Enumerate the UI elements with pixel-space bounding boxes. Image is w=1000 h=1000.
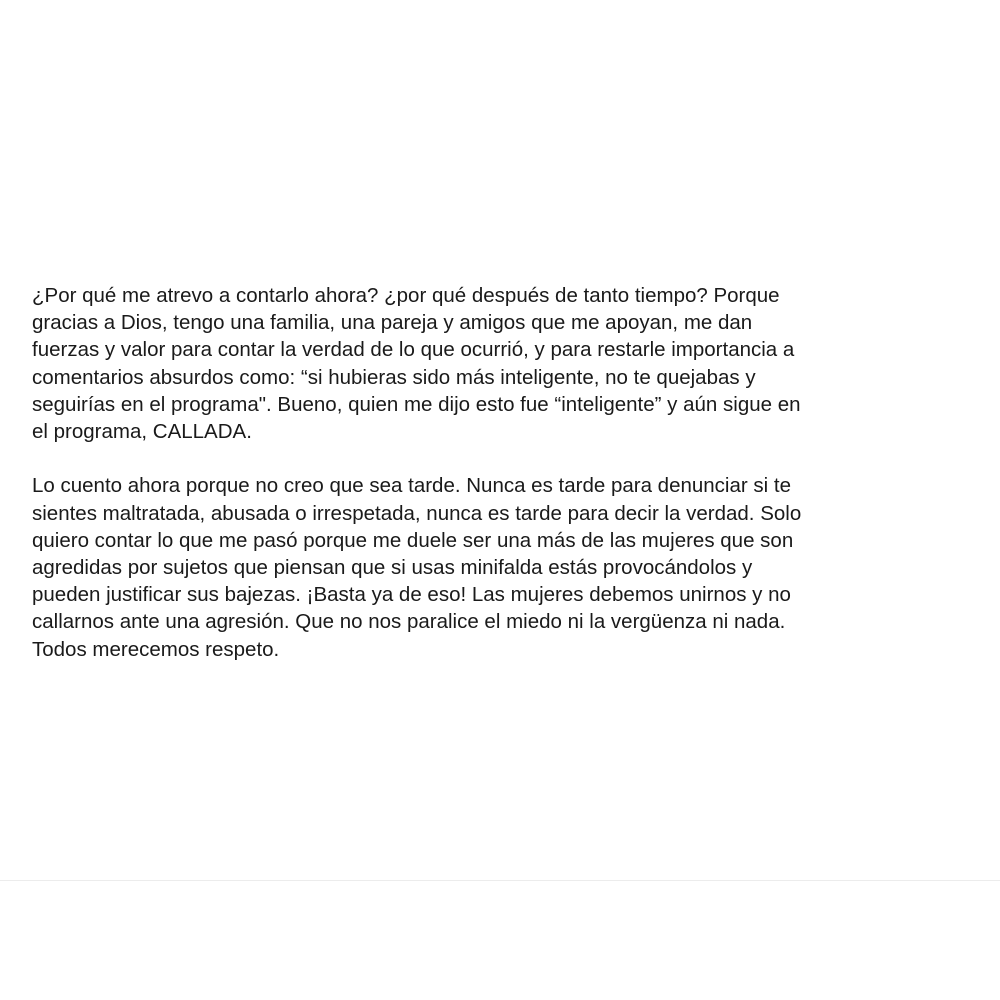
- text-line: seguirías en el programa". Bueno, quien me dijo esto fue “inteligente” y aún sigue en: [32, 392, 801, 416]
- text-line: fuerzas y valor para contar la verdad de lo que ocurrió, y para restarle importancia a: [32, 338, 795, 362]
- paragraph-1: [32, 282, 982, 445]
- text-line: el programa, CALLADA.: [32, 420, 252, 444]
- text-line: callarnos ante una agresión. Que no nos paralice el miedo ni la vergüenza ni nada.: [32, 610, 786, 634]
- bottom-blank-area: [0, 881, 1000, 1000]
- text-line: pueden justificar sus bajezas. ¡Basta ya de eso! Las mujeres debemos unirnos y no: [32, 583, 791, 607]
- paragraph-2: [32, 472, 982, 662]
- text-line: Lo cuento ahora porque no creo que sea tarde. Nunca es tarde para denunciar si te: [32, 474, 792, 498]
- text-line: agredidas por sujetos que piensan que si usas minifalda estás provocándolos y: [32, 556, 753, 580]
- document-text: [32, 282, 982, 663]
- text-line: comentarios absurdos como: “si hubieras sido más inteligente, no te quejabas y: [32, 365, 756, 389]
- text-line: ¿Por qué me atrevo a contarlo ahora? ¿por qué después de tanto tiempo? Porque: [32, 284, 780, 307]
- text-line: gracias a Dios, tengo una familia, una pareja y amigos que me apoyan, me dan: [32, 311, 753, 335]
- text-line: Todos merecemos respeto.: [32, 637, 280, 661]
- text-line: quiero contar lo que me pasó porque me duele ser una más de las mujeres que son: [32, 528, 794, 552]
- text-line: sientes maltratada, abusada o irrespetada, nunca es tarde para decir la verdad. Solo: [32, 501, 802, 525]
